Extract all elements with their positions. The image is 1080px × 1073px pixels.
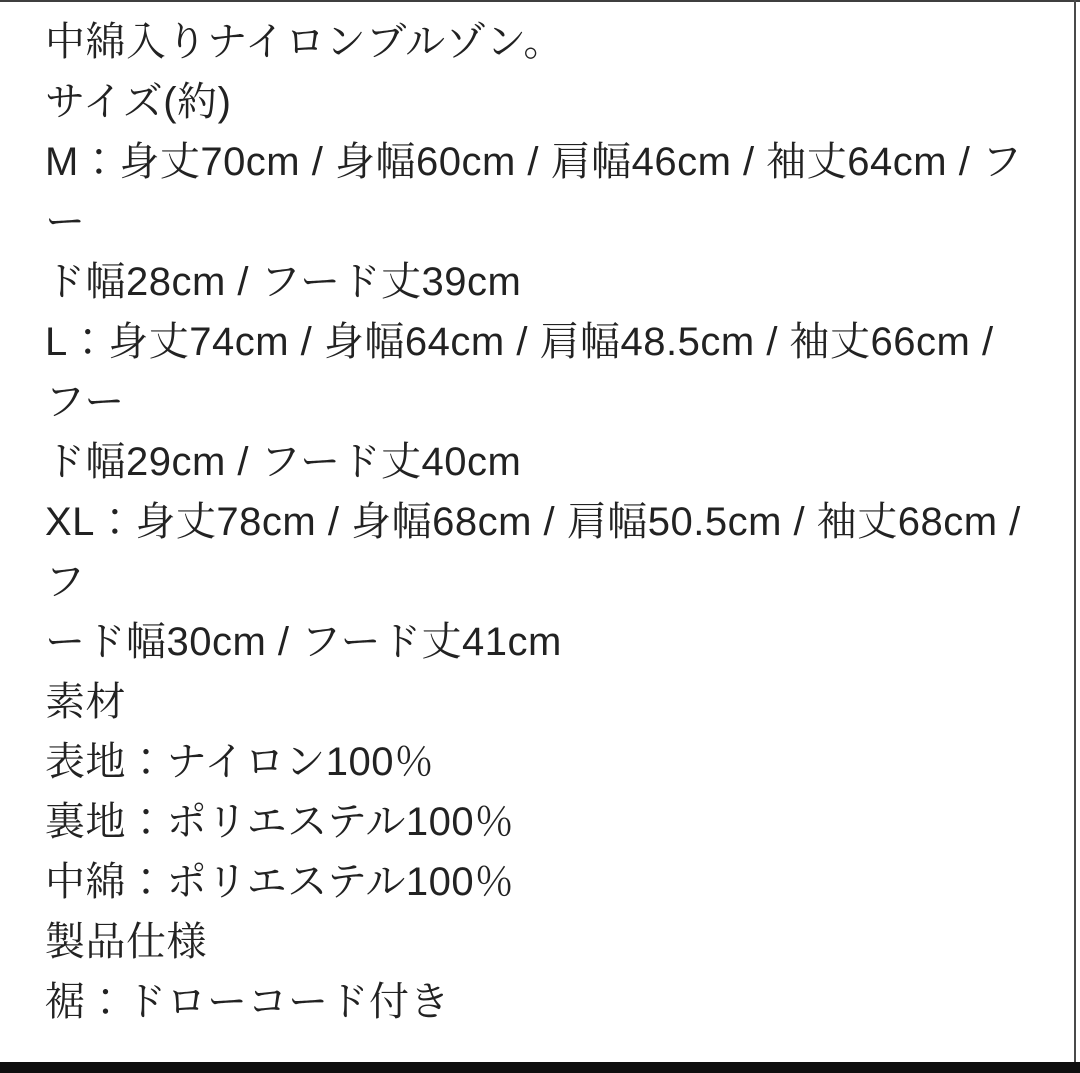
size-xl-spec-line-2: ード幅30cm / フード丈41cm bbox=[45, 620, 562, 664]
product-summary-text: 中綿入りナイロンブルゾン。 bbox=[45, 20, 564, 64]
material-list bbox=[45, 732, 1034, 912]
material-outer-fabric: 表地：ナイロン100％ bbox=[45, 740, 435, 784]
material-lining: 裏地：ポリエステル100％ bbox=[45, 800, 515, 844]
material-padding: 中綿：ポリエステル100％ bbox=[45, 860, 515, 904]
letterbox-bottom-bar bbox=[0, 1062, 1080, 1073]
size-m-spec-line-1: M：身丈70cm / 身幅60cm / 肩幅46cm / 袖丈64cm / フー bbox=[45, 140, 1023, 244]
material-section-heading: 素材 bbox=[45, 680, 126, 724]
size-m-spec-line-2: ド幅28cm / フード丈39cm bbox=[45, 260, 522, 304]
size-l-spec-line-1: L：身丈74cm / 身幅64cm / 肩幅48.5cm / 袖丈66cm / フー bbox=[45, 320, 994, 424]
screen-right-edge-line bbox=[1074, 0, 1076, 1073]
spec-list bbox=[45, 972, 1034, 1032]
size-section-heading: サイズ(約) bbox=[45, 80, 232, 124]
size-row-xl bbox=[45, 492, 1034, 672]
spec-section-heading: 製品仕様 bbox=[45, 920, 207, 964]
size-row-m bbox=[45, 132, 1034, 312]
size-xl-spec-line-1: XL：身丈78cm / 身幅68cm / 肩幅50.5cm / 袖丈68cm / フ bbox=[45, 500, 1021, 604]
size-row-l bbox=[45, 312, 1034, 492]
spec-hem-drawcord: 裾：ドローコード付き bbox=[45, 980, 450, 1024]
size-l-spec-line-2: ド幅29cm / フード丈40cm bbox=[45, 440, 522, 484]
